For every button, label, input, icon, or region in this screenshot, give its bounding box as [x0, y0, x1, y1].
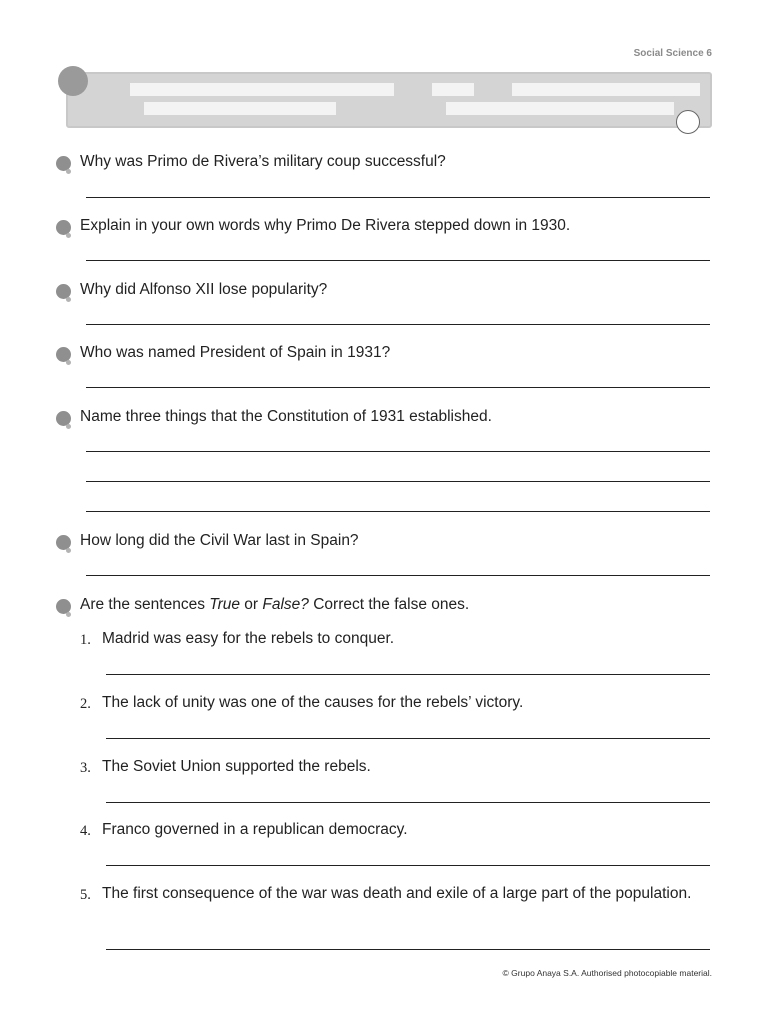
tf-prompt-or: or: [239, 596, 263, 613]
tf-prompt-true: True: [209, 596, 240, 613]
answer-line[interactable]: [86, 575, 710, 576]
copyright-footer: © Grupo Anaya S.A. Authorised photocopiable material.: [502, 968, 712, 978]
bullet-icon: [56, 284, 71, 299]
answer-line[interactable]: [86, 324, 710, 325]
answer-line[interactable]: [106, 802, 710, 803]
question-6: How long did the Civil War last in Spain?: [80, 532, 359, 549]
statement-3: The Soviet Union supported the rebels.: [102, 758, 371, 775]
question-7: [80, 596, 469, 614]
bullet-icon: [56, 220, 71, 235]
answer-line[interactable]: [86, 387, 710, 388]
item-number: 3.: [80, 760, 91, 776]
class-field: [432, 83, 474, 96]
name-field: [130, 83, 394, 96]
answer-line[interactable]: [86, 197, 710, 198]
answer-line[interactable]: [106, 949, 710, 950]
answer-line[interactable]: [106, 865, 710, 866]
question-4: Who was named President of Spain in 1931?: [80, 344, 391, 361]
teacher-field: [446, 102, 674, 115]
banner-dot-icon: [58, 66, 88, 96]
bullet-icon: [56, 347, 71, 362]
statement-1: Madrid was easy for the rebels to conquer.: [102, 630, 395, 647]
item-number: 1.: [80, 632, 91, 648]
answer-line[interactable]: [86, 511, 710, 512]
statement-5: The first consequence of the war was death and exile of a large part of the population.: [102, 885, 692, 902]
tf-prompt-end: Correct the false ones.: [308, 596, 470, 613]
bullet-icon: [56, 535, 71, 550]
course-label: Social Science 6: [633, 48, 712, 59]
answer-line[interactable]: [86, 451, 710, 452]
tf-prompt-false: False?: [262, 596, 309, 613]
bullet-icon: [56, 156, 71, 171]
question-1: Why was Primo de Rivera’s military coup successful?: [80, 153, 446, 170]
answer-line[interactable]: [106, 738, 710, 739]
school-field: [144, 102, 336, 115]
answer-line[interactable]: [106, 674, 710, 675]
banner-circle-icon: [676, 110, 700, 134]
statement-4: Franco governed in a republican democracy.: [102, 821, 408, 838]
question-5: Name three things that the Constitution of 1931 established.: [80, 408, 492, 425]
bullet-icon: [56, 411, 71, 426]
question-2: Explain in your own words why Primo De Rivera stepped down in 1930.: [80, 217, 571, 234]
tf-prompt-start: Are the sentences: [80, 596, 210, 613]
statement-2: The lack of unity was one of the causes for the rebels’ victory.: [102, 694, 524, 711]
date-field: [512, 83, 700, 96]
answer-line[interactable]: [86, 260, 710, 261]
answer-line[interactable]: [86, 481, 710, 482]
item-number: 5.: [80, 887, 91, 903]
bullet-icon: [56, 599, 71, 614]
item-number: 2.: [80, 696, 91, 712]
item-number: 4.: [80, 823, 91, 839]
question-3: Why did Alfonso XII lose popularity?: [80, 281, 328, 298]
header-banner: [66, 72, 712, 128]
